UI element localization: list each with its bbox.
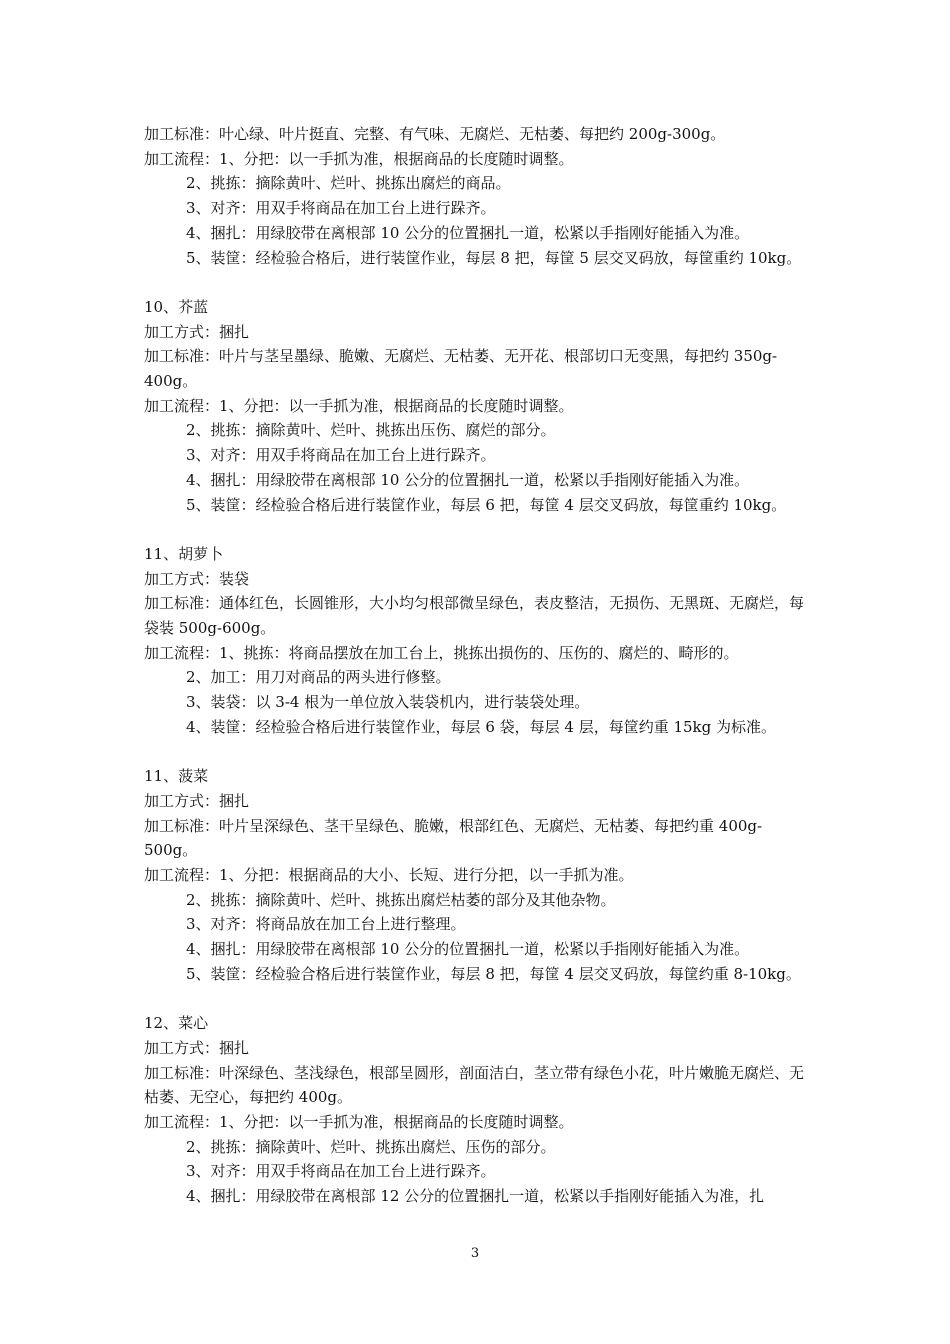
section-process: 加工流程：1、分把：根据商品的大小、长短、进行分把，以一手抓为准。 xyxy=(144,866,634,885)
intro-step: 4、捆扎：用绿胶带在离根部 10 公分的位置捆扎一道，松紧以手指刚好能插入为准。 xyxy=(186,223,750,242)
intro-step: 2、挑拣：摘除黄叶、烂叶、挑拣出腐烂的商品。 xyxy=(186,174,511,193)
section-step: 3、对齐：用双手将商品在加工台上进行跺齐。 xyxy=(186,1162,496,1181)
section-standard: 加工标准：叶片与茎呈墨绿、脆嫩、无腐烂、无枯萎、无开花、根部切口无变黑，每把约 350g-400g。 xyxy=(144,347,778,391)
section-method: 加工方式：捆扎 xyxy=(144,1038,250,1057)
section-title: 11、胡萝卜 xyxy=(144,544,224,563)
section-title: 11、菠菜 xyxy=(144,767,209,786)
page-number: 3 xyxy=(470,1246,480,1261)
intro-standard: 加工标准：叶心绿、叶片挺直、完整、有气味、无腐烂、无枯萎、每把约 200g-300g。 xyxy=(144,125,726,143)
section-process: 加工流程：1、分把：以一手抓为准，根据商品的长度随时调整。 xyxy=(144,396,574,415)
section-step: 2、挑拣：摘除黄叶、烂叶、挑拣出腐烂、压伤的部分。 xyxy=(186,1137,556,1156)
section-method: 加工方式：捆扎 xyxy=(144,791,250,810)
section-standard: 加工标准：通体红色，长圆锥形，大小均匀根部微呈绿色，表皮整洁，无损伤、无黑斑、无腐烂，每袋装 500g-600g。 xyxy=(144,594,805,638)
section-title: 10、芥蓝 xyxy=(144,297,209,316)
section-process: 加工流程：1、挑拣：将商品摆放在加工台上，挑拣出损伤的、压伤的、腐烂的、畸形的。 xyxy=(144,643,739,662)
intro-process: 加工流程：1、分把：以一手抓为准，根据商品的长度随时调整。 xyxy=(144,149,574,168)
section-standard: 加工标准：叶深绿色、茎浅绿色，根部呈圆形，剖面洁白，茎立带有绿色小花，叶片嫩脆无腐烂、无枯萎、无空心，每把约 400g。 xyxy=(144,1063,805,1107)
section-process: 加工流程：1、分把：以一手抓为准，根据商品的长度随时调整。 xyxy=(144,1113,574,1132)
section-method: 加工方式：捆扎 xyxy=(144,322,250,341)
paragraph-gap xyxy=(144,517,812,542)
section-step: 4、捆扎：用绿胶带在离根部 10 公分的位置捆扎一道，松紧以手指刚好能插入为准。 xyxy=(186,470,750,489)
section-step: 2、加工：用刀对商品的两头进行修整。 xyxy=(186,668,451,687)
section-step: 2、挑拣：摘除黄叶、烂叶、挑拣出压伤、腐烂的部分。 xyxy=(186,421,556,440)
section-title: 12、菜心 xyxy=(144,1014,209,1033)
section-step: 5、装筐：经检验合格后进行装筐作业，每层 8 把，每筐 4 层交叉码放，每筐约重 8-10kg。 xyxy=(186,964,801,983)
section-step: 5、装筐：经检验合格后进行装筐作业，每层 6 把，每筐 4 层交叉码放，每筐重约 10kg。 xyxy=(186,495,787,514)
section-standard: 加工标准：叶片呈深绿色、茎干呈绿色、脆嫩，根部红色、无腐烂、无枯萎、每把约重 400g-500g。 xyxy=(144,816,763,860)
section-step: 3、装袋：以 3-4 根为一单位放入装袋机内，进行装袋处理。 xyxy=(186,693,590,712)
document-body xyxy=(144,122,812,1209)
intro-step: 5、装筐：经检验合格后，进行装筐作业，每层 8 把，每筐 5 层交叉码放，每筐重约 10kg。 xyxy=(186,248,802,267)
section-step: 2、挑拣：摘除黄叶、烂叶、挑拣出腐烂枯萎的部分及其他杂物。 xyxy=(186,890,616,909)
intro-step: 3、对齐：用双手将商品在加工台上进行跺齐。 xyxy=(186,199,496,218)
paragraph-gap xyxy=(144,987,812,1012)
paragraph-gap xyxy=(144,270,812,295)
paragraph-gap xyxy=(144,740,812,765)
section-step: 3、对齐：用双手将商品在加工台上进行跺齐。 xyxy=(186,446,496,465)
section-step: 3、对齐：将商品放在加工台上进行整理。 xyxy=(186,915,466,934)
section-method: 加工方式：装袋 xyxy=(144,569,250,588)
section-step: 4、装筐：经检验合格后进行装筐作业，每层 6 袋，每层 4 层，每筐约重 15kg 为标准。 xyxy=(186,717,777,736)
section-step: 4、捆扎：用绿胶带在离根部 12 公分的位置捆扎一道，松紧以手指刚好能插入为准，扎 xyxy=(186,1187,765,1206)
section-step: 4、捆扎：用绿胶带在离根部 10 公分的位置捆扎一道，松紧以手指刚好能插入为准。 xyxy=(186,940,750,959)
